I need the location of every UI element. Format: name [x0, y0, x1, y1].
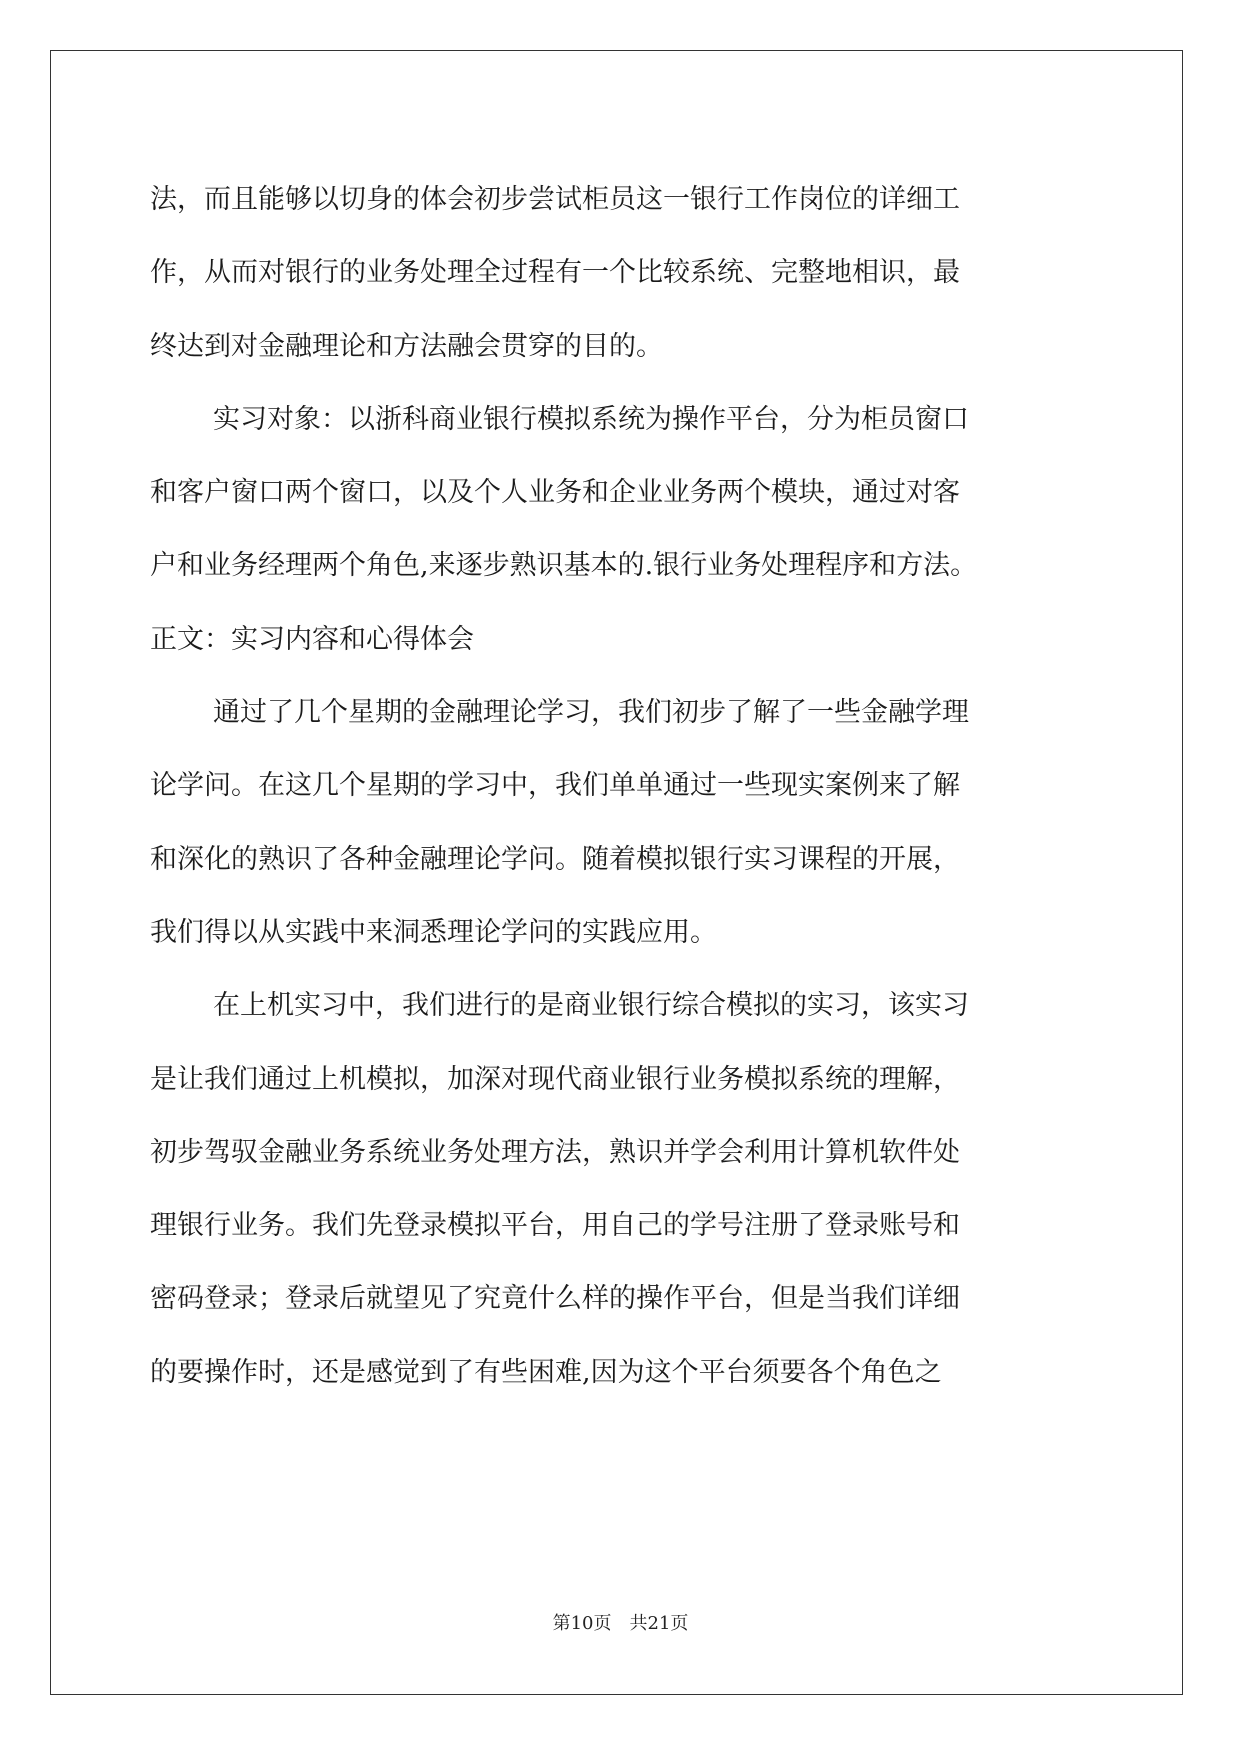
text-line: 和客户窗口两个窗口，以及个人业务和企业业务两个模块，通过对客 — [150, 477, 960, 509]
page-total: 共21页 — [629, 1613, 689, 1634]
text-line: 终达到对金融理论和方法融会贯穿的目的。 — [150, 330, 663, 362]
document-body — [150, 163, 1080, 1409]
text-line: 我们得以从实践中来洞悉理论学问的实践应用。 — [150, 916, 717, 948]
text-line: 在上机实习中，我们进行的是商业银行综合模拟的实习，该实习 — [213, 990, 969, 1022]
text-line: 户和业务经理两个角色,来逐步熟识基本的.银行业务处理程序和方法。 — [150, 550, 978, 582]
text-line: 的要操作时，还是感觉到了有些困难,因为这个平台须要各个角色之 — [150, 1356, 942, 1388]
page-number: 第10页 — [552, 1613, 612, 1634]
text-line: 密码登录；登录后就望见了究竟什么样的操作平台，但是当我们详细 — [150, 1283, 960, 1315]
page-footer — [0, 1609, 1241, 1635]
text-line: 论学问。在这几个星期的学习中，我们单单通过一些现实案例来了解 — [150, 770, 960, 802]
text-line: 实习对象：以浙科商业银行模拟系统为操作平台，分为柜员窗口 — [213, 403, 969, 435]
text-line: 通过了几个星期的金融理论学习，我们初步了解了一些金融学理 — [213, 697, 969, 729]
text-line: 是让我们通过上机模拟，加深对现代商业银行业务模拟系统的理解， — [150, 1063, 960, 1095]
text-line: 初步驾驭金融业务系统业务处理方法，熟识并学会利用计算机软件处 — [150, 1136, 960, 1168]
text-line: 理银行业务。我们先登录模拟平台，用自己的学号注册了登录账号和 — [150, 1210, 960, 1242]
text-line: 法，而且能够以切身的体会初步尝试柜员这一银行工作岗位的详细工 — [150, 184, 960, 215]
text-line: 和深化的熟识了各种金融理论学问。随着模拟银行实习课程的开展， — [150, 843, 960, 875]
text-line: 作，从而对银行的业务处理全过程有一个比较系统、完整地相识，最 — [150, 257, 960, 289]
section-heading: 正文：实习内容和心得体会 — [150, 623, 474, 655]
